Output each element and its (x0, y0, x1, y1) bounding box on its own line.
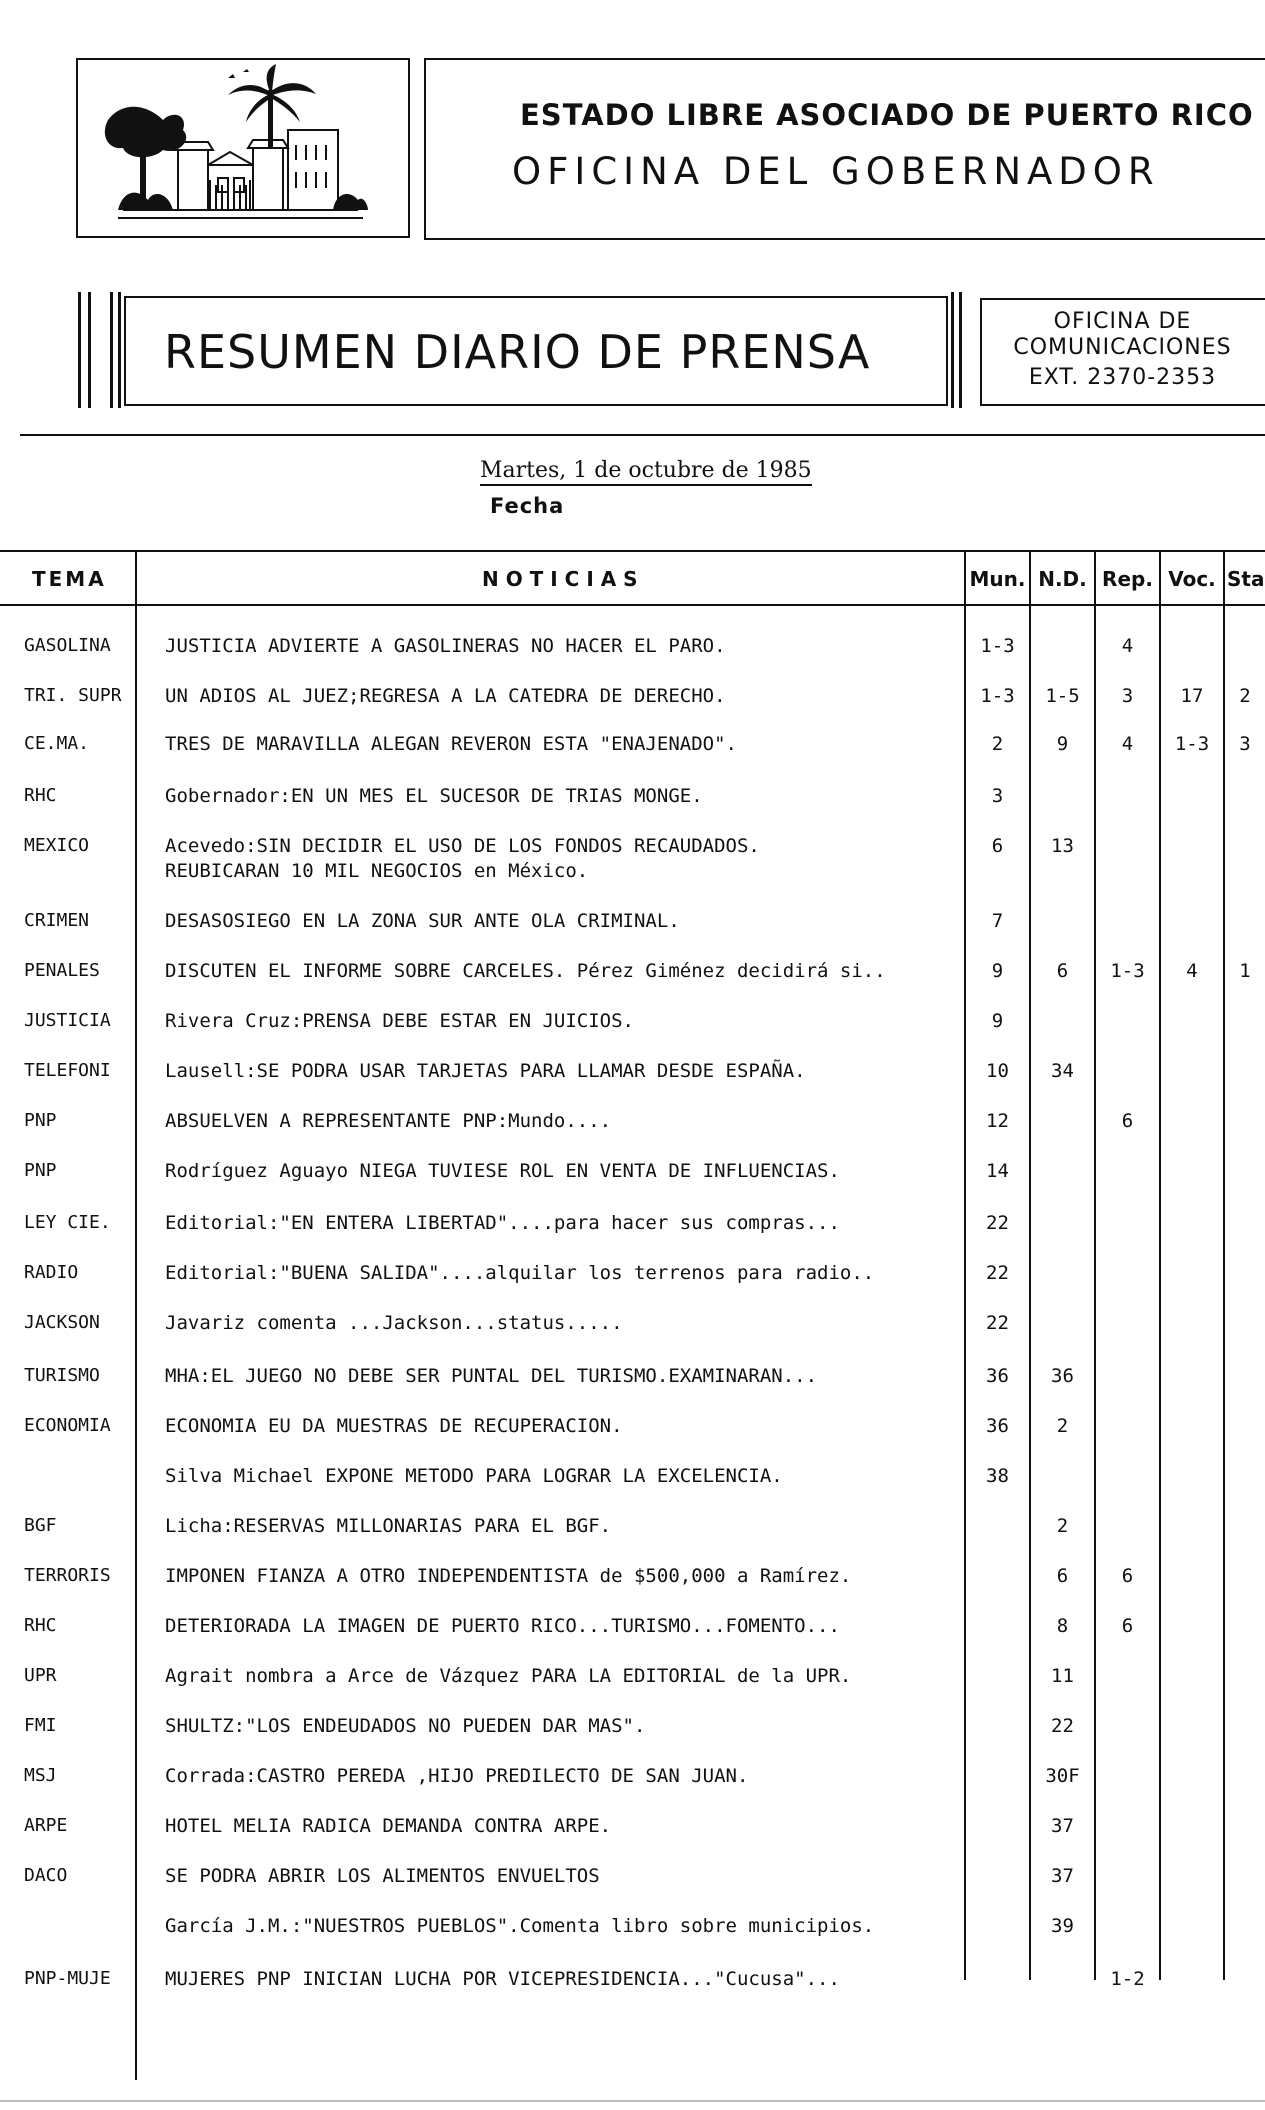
row-noticia: DISCUTEN EL INFORME SOBRE CARCELES. Pérez Giménez decidirá si.. (165, 960, 886, 982)
row-nd: 37 (1051, 1815, 1074, 1837)
row-mun: 1-3 (980, 635, 1015, 657)
row-nd: 11 (1051, 1665, 1074, 1687)
row-nd: 22 (1051, 1715, 1074, 1737)
row-noticia: Silva Michael EXPONE METODO PARA LOGRAR LA EXCELENCIA. (165, 1465, 783, 1487)
row-rep: 1-2 (1110, 1968, 1145, 1990)
row-tema: JACKSON (24, 1312, 100, 1333)
row-noticia: SE PODRA ABRIR LOS ALIMENTOS ENVUELTOS (165, 1865, 600, 1887)
title-frame-bar (88, 292, 91, 408)
row-nd: 39 (1051, 1915, 1074, 1937)
row-nd: 6 (1056, 960, 1069, 982)
row-tema: CE.MA. (24, 733, 90, 754)
row-mun: 22 (986, 1212, 1009, 1234)
row-nd: 2 (1056, 1415, 1069, 1437)
row-tema: MSJ (24, 1765, 57, 1786)
title-frame-bar (959, 292, 962, 408)
row-rep: 6 (1121, 1565, 1134, 1587)
column-header-rep: Rep. (1102, 567, 1153, 591)
page-title: RESUMEN DIARIO DE PRENSA (164, 325, 871, 379)
row-tema: TRI. SUPR (24, 685, 122, 706)
logo-box (76, 58, 410, 238)
row-tema: PNP-MUJE (24, 1968, 111, 1989)
row-rep: 4 (1121, 635, 1134, 657)
row-nd: 1-5 (1045, 685, 1080, 707)
row-rep: 6 (1121, 1110, 1134, 1132)
column-header-nd: N.D. (1038, 567, 1087, 591)
row-noticia-line-2: REUBICARAN 10 MIL NEGOCIOS en México. (165, 860, 589, 882)
row-tema: UPR (24, 1665, 57, 1686)
row-rep: 1-3 (1110, 960, 1145, 982)
row-nd: 9 (1056, 733, 1069, 755)
building-illustration-icon (78, 60, 408, 236)
column-divider (1159, 550, 1161, 1980)
column-header-mun: Mun. (969, 567, 1026, 591)
row-voc: 1-3 (1174, 733, 1210, 755)
row-tema: PNP (24, 1160, 57, 1181)
row-tema: BGF (24, 1515, 57, 1536)
row-noticia: HOTEL MELIA RADICA DEMANDA CONTRA ARPE. (165, 1815, 612, 1837)
row-sta: 2 (1239, 685, 1251, 707)
row-noticia: ABSUELVEN A REPRESENTANTE PNP:Mundo.... (165, 1110, 612, 1132)
row-nd: 13 (1051, 835, 1074, 857)
row-noticia: Editorial:"EN ENTERA LIBERTAD"....para hacer sus compras... (165, 1212, 840, 1234)
row-noticia: Rivera Cruz:PRENSA DEBE ESTAR EN JUICIOS. (165, 1010, 634, 1032)
row-mun: 38 (986, 1465, 1009, 1487)
row-mun: 1-3 (980, 685, 1015, 707)
row-tema: RHC (24, 785, 57, 806)
row-mun: 3 (991, 785, 1004, 807)
row-tema: PNP (24, 1110, 57, 1131)
title-frame-bar (951, 292, 954, 408)
row-tema: CRIMEN (24, 910, 90, 931)
column-header-sta: Sta (1227, 567, 1265, 591)
row-rep: 3 (1121, 685, 1134, 707)
row-tema: TURISMO (24, 1365, 100, 1386)
row-nd: 2 (1056, 1515, 1069, 1537)
row-tema: GASOLINA (24, 635, 111, 656)
row-noticia: SHULTZ:"LOS ENDEUDADOS NO PUEDEN DAR MAS". (165, 1715, 646, 1737)
row-mun: 14 (986, 1160, 1009, 1182)
row-mun: 36 (986, 1365, 1009, 1387)
row-tema: TELEFONI (24, 1060, 111, 1081)
row-nd: 8 (1056, 1615, 1069, 1637)
row-nd: 37 (1051, 1865, 1074, 1887)
row-noticia: JUSTICIA ADVIERTE A GASOLINERAS NO HACER EL PARO. (165, 635, 726, 657)
row-mun: 10 (986, 1060, 1009, 1082)
office-extension: EXT. 2370-2353 (1028, 365, 1217, 390)
row-tema: RHC (24, 1615, 57, 1636)
row-mun: 6 (991, 835, 1004, 857)
column-header-tema: TEMA (32, 567, 107, 591)
row-tema: JUSTICIA (24, 1010, 111, 1031)
row-rep: 6 (1121, 1615, 1134, 1637)
row-nd: 36 (1051, 1365, 1074, 1387)
row-tema: DACO (24, 1865, 68, 1886)
row-nd: 30F (1045, 1765, 1080, 1787)
row-noticia: Rodríguez Aguayo NIEGA TUVIESE ROL EN VENTA DE INFLUENCIAS. (165, 1160, 840, 1182)
column-divider (1094, 550, 1096, 1980)
row-tema: ECONOMIA (24, 1415, 111, 1436)
row-nd: 6 (1056, 1565, 1069, 1587)
row-tema: RADIO (24, 1262, 79, 1283)
row-mun: 22 (986, 1262, 1009, 1284)
row-noticia: IMPONEN FIANZA A OTRO INDEPENDENTISTA de $500,000 a Ramírez. (165, 1565, 852, 1587)
bottom-rule (0, 2100, 1265, 2102)
row-voc: 17 (1180, 685, 1204, 707)
row-nd: 34 (1051, 1060, 1074, 1082)
row-tema: TERRORIS (24, 1565, 111, 1586)
row-noticia: Corrada:CASTRO PEREDA ,HIJO PREDILECTO DE SAN JUAN. (165, 1765, 749, 1787)
office-name: OFICINA DEL GOBERNADOR (512, 150, 1160, 193)
row-mun: 36 (986, 1415, 1009, 1437)
row-noticia: Lausell:SE PODRA USAR TARJETAS PARA LLAMAR DESDE ESPAÑA. (165, 1060, 806, 1082)
row-noticia: Acevedo:SIN DECIDIR EL USO DE LOS FONDOS RECAUDADOS. (165, 835, 760, 857)
row-tema: MEXICO (24, 835, 90, 856)
row-mun: 9 (991, 960, 1004, 982)
government-name: ESTADO LIBRE ASOCIADO DE PUERTO RICO (520, 98, 1254, 132)
government-box (424, 58, 1265, 240)
row-noticia: TRES DE MARAVILLA ALEGAN REVERON ESTA "ENAJENADO". (165, 733, 737, 755)
row-noticia: DESASOSIEGO EN LA ZONA SUR ANTE OLA CRIMINAL. (165, 910, 680, 932)
table-header-rule (0, 604, 1265, 606)
row-noticia: ECONOMIA EU DA MUESTRAS DE RECUPERACION. (165, 1415, 623, 1437)
row-sta: 1 (1239, 960, 1251, 982)
row-mun: 9 (991, 1010, 1004, 1032)
column-header-noticias: N O T I C I A S (482, 567, 638, 591)
row-noticia: MUJERES PNP INICIAN LUCHA POR VICEPRESIDENCIA..."Cucusa"... (165, 1968, 840, 1990)
office-line-1: OFICINA DE (1053, 309, 1192, 334)
row-noticia: DETERIORADA LA IMAGEN DE PUERTO RICO...TURISMO...FOMENTO... (165, 1615, 840, 1637)
row-noticia: MHA:EL JUEGO NO DEBE SER PUNTAL DEL TURISMO.EXAMINARAN... (165, 1365, 818, 1387)
row-tema: LEY CIE. (24, 1212, 111, 1233)
date-label: Fecha (490, 494, 565, 518)
office-line-2: COMUNICACIONES (1013, 335, 1232, 360)
title-frame-bar (78, 292, 81, 408)
row-noticia: Licha:RESERVAS MILLONARIAS PARA EL BGF. (165, 1515, 612, 1537)
column-divider (135, 550, 137, 2080)
row-tema: PENALES (24, 960, 100, 981)
date-value: Martes, 1 de octubre de 1985 (480, 458, 812, 486)
row-mun: 2 (991, 733, 1004, 755)
row-tema: FMI (24, 1715, 57, 1736)
row-voc: 4 (1186, 960, 1198, 982)
column-divider (1223, 550, 1225, 1980)
row-tema: ARPE (24, 1815, 68, 1836)
row-noticia: UN ADIOS AL JUEZ;REGRESA A LA CATEDRA DE DERECHO. (165, 685, 726, 707)
row-mun: 7 (991, 910, 1004, 932)
row-noticia: Gobernador:EN UN MES EL SUCESOR DE TRIAS MONGE. (165, 785, 703, 807)
table-top-rule (0, 550, 1265, 552)
row-sta: 3 (1239, 733, 1251, 755)
row-rep: 4 (1121, 733, 1134, 755)
column-header-voc: Voc. (1168, 567, 1216, 591)
row-noticia: García J.M.:"NUESTROS PUEBLOS".Comenta libro sobre municipios. (165, 1915, 875, 1937)
row-mun: 22 (986, 1312, 1009, 1334)
title-frame-bar (110, 292, 113, 408)
row-noticia: Agrait nombra a Arce de Vázquez PARA LA EDITORIAL de la UPR. (165, 1665, 852, 1687)
title-frame-bar (118, 292, 121, 408)
header-rule (20, 434, 1265, 436)
row-noticia: Editorial:"BUENA SALIDA"....alquilar los terrenos para radio.. (165, 1262, 875, 1284)
row-mun: 12 (986, 1110, 1009, 1132)
row-noticia: Javariz comenta ...Jackson...status..... (165, 1312, 623, 1334)
